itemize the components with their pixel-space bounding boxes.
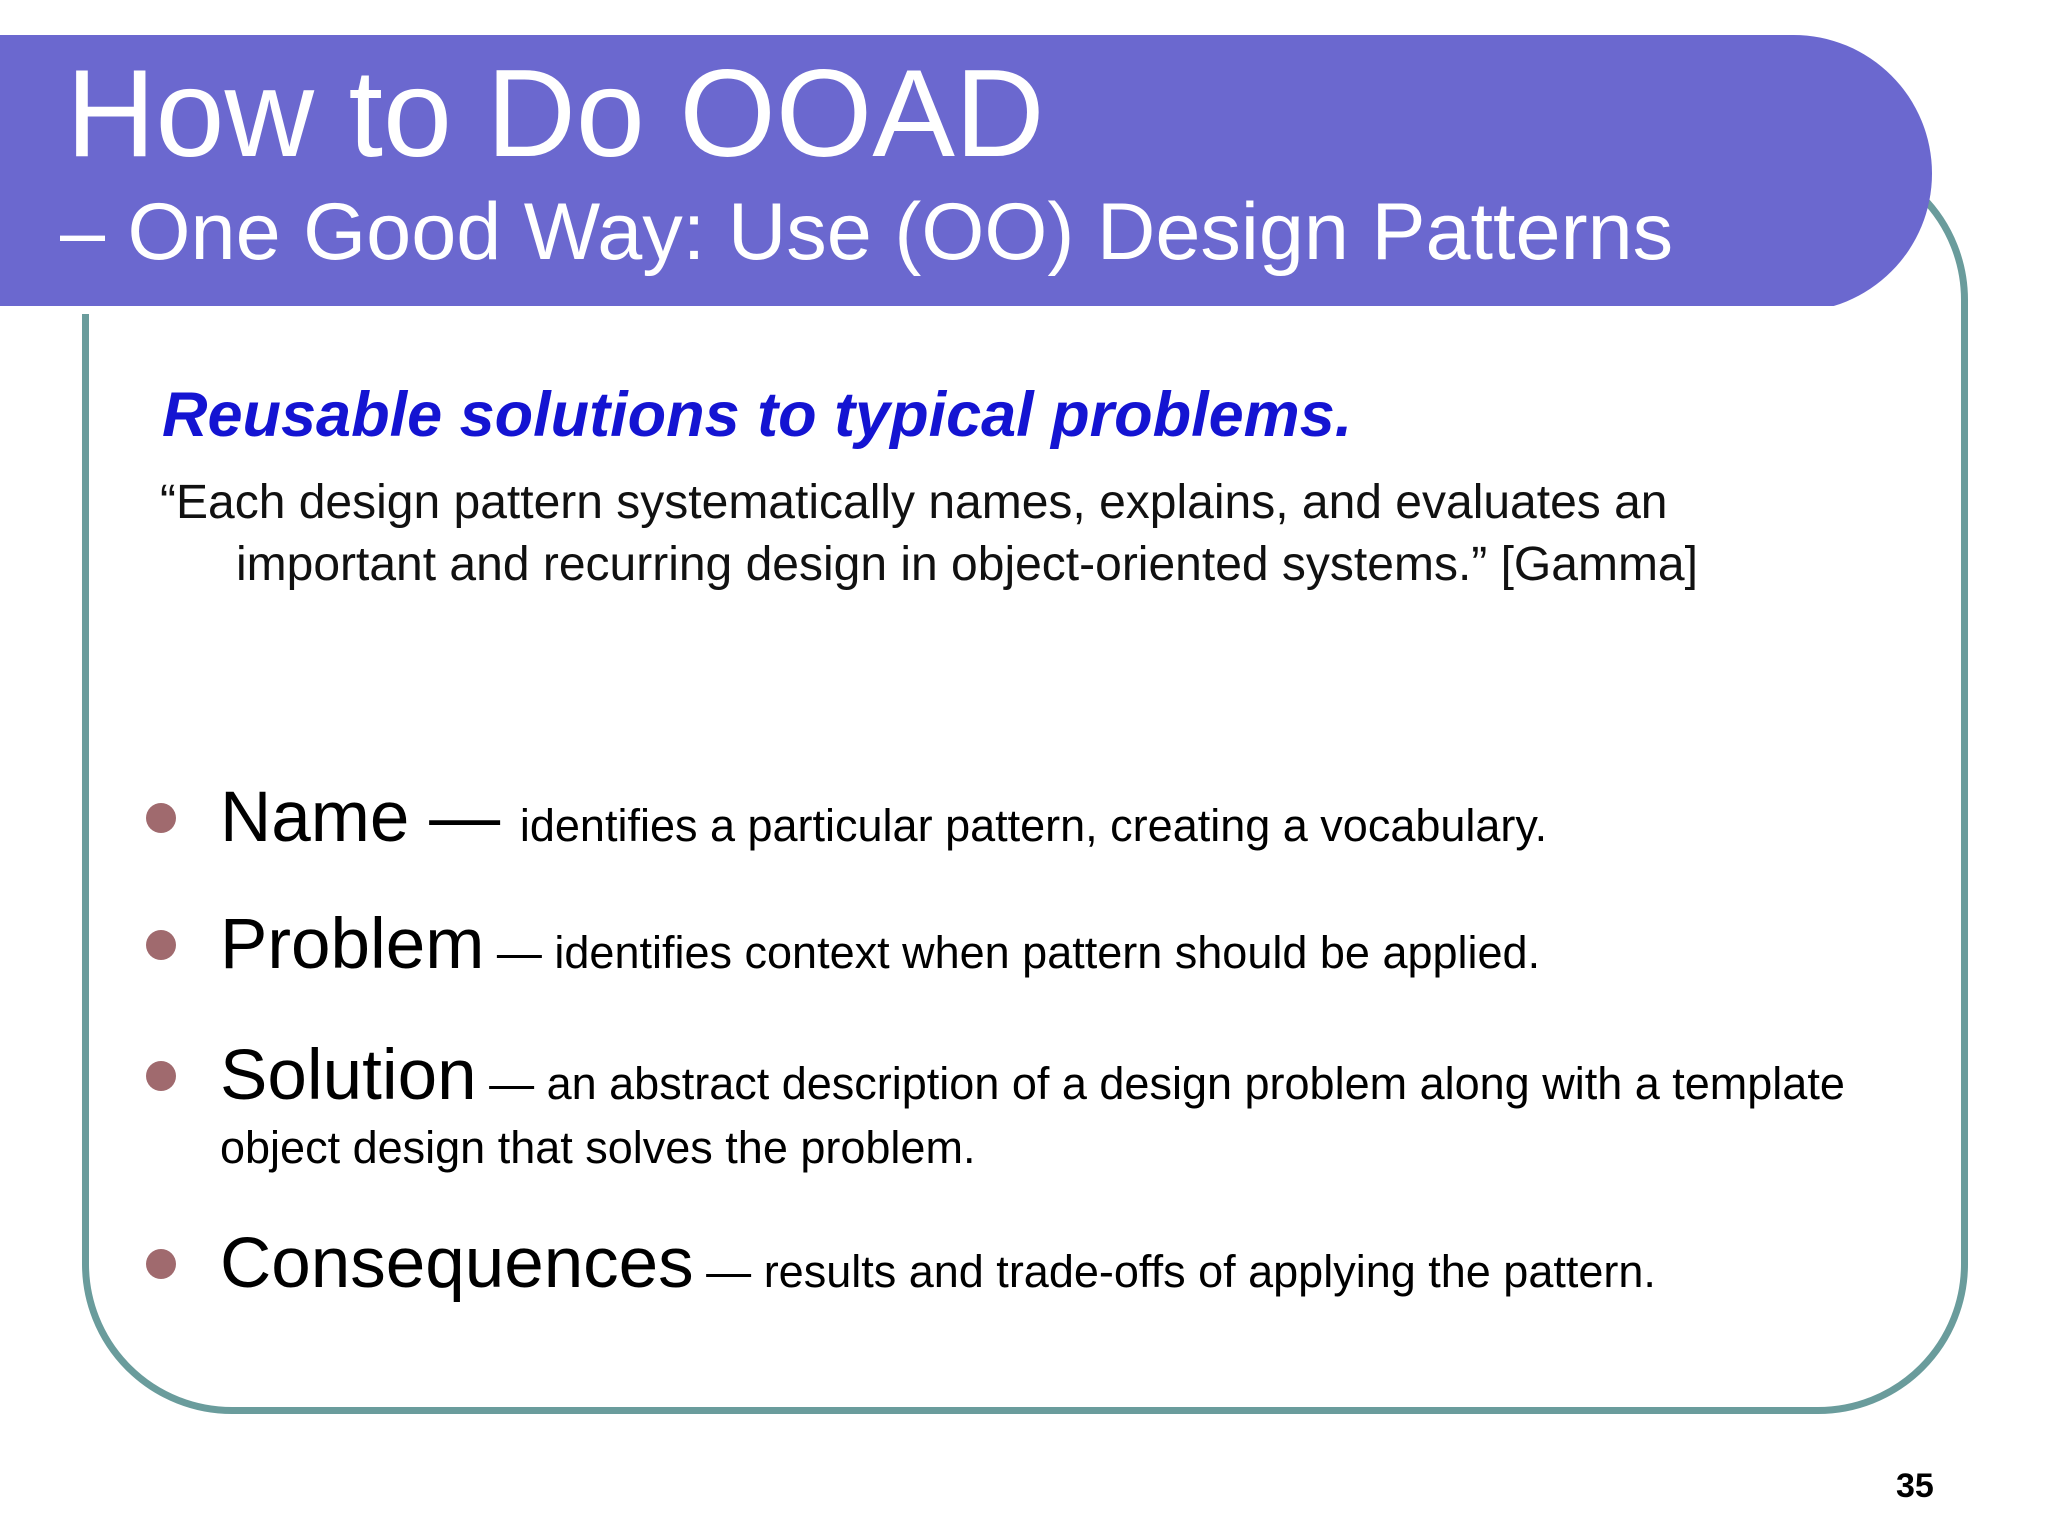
gamma-quote [160, 472, 1880, 596]
title-underline [0, 306, 1836, 314]
bullet-description-continued: object design that solves the problem. [220, 1122, 976, 1173]
bullet-dot [146, 1061, 176, 1091]
bullet-term: Name [220, 778, 410, 857]
bullet-description: an abstract description of a design problem along with a template [546, 1058, 1845, 1109]
slide-title: How to Do OOAD [66, 45, 1045, 183]
bullet-description: results and trade-offs of applying the pattern. [763, 1246, 1656, 1297]
bullet-term: Solution [220, 1036, 477, 1115]
bullet-description: identifies a particular pattern, creating a vocabulary. [519, 800, 1548, 851]
slide-subtitle: – One Good Way: Use (OO) Design Patterns [60, 187, 1674, 277]
bullet-term: Problem [220, 905, 485, 984]
bullet-term: Consequences [220, 1224, 694, 1303]
bullet-dash: — [484, 927, 555, 978]
bullet-dot [146, 1249, 176, 1279]
bullet-dash: — [693, 1246, 764, 1297]
bullet-dot [146, 803, 176, 833]
bullet-description: identifies context when pattern should be applied. [554, 927, 1541, 978]
tagline: Reusable solutions to typical problems. [162, 380, 1353, 450]
bullet-dash: — [476, 1058, 547, 1109]
bullet-dash: — [409, 778, 520, 857]
bullet-dot [146, 930, 176, 960]
quote-line-2: important and recurring design in object-oriented systems.” [Gamma] [236, 538, 1698, 591]
page-number: 35 [1896, 1467, 1934, 1505]
quote-line-1: “Each design pattern systematically names, explains, and evaluates an [160, 476, 1668, 529]
